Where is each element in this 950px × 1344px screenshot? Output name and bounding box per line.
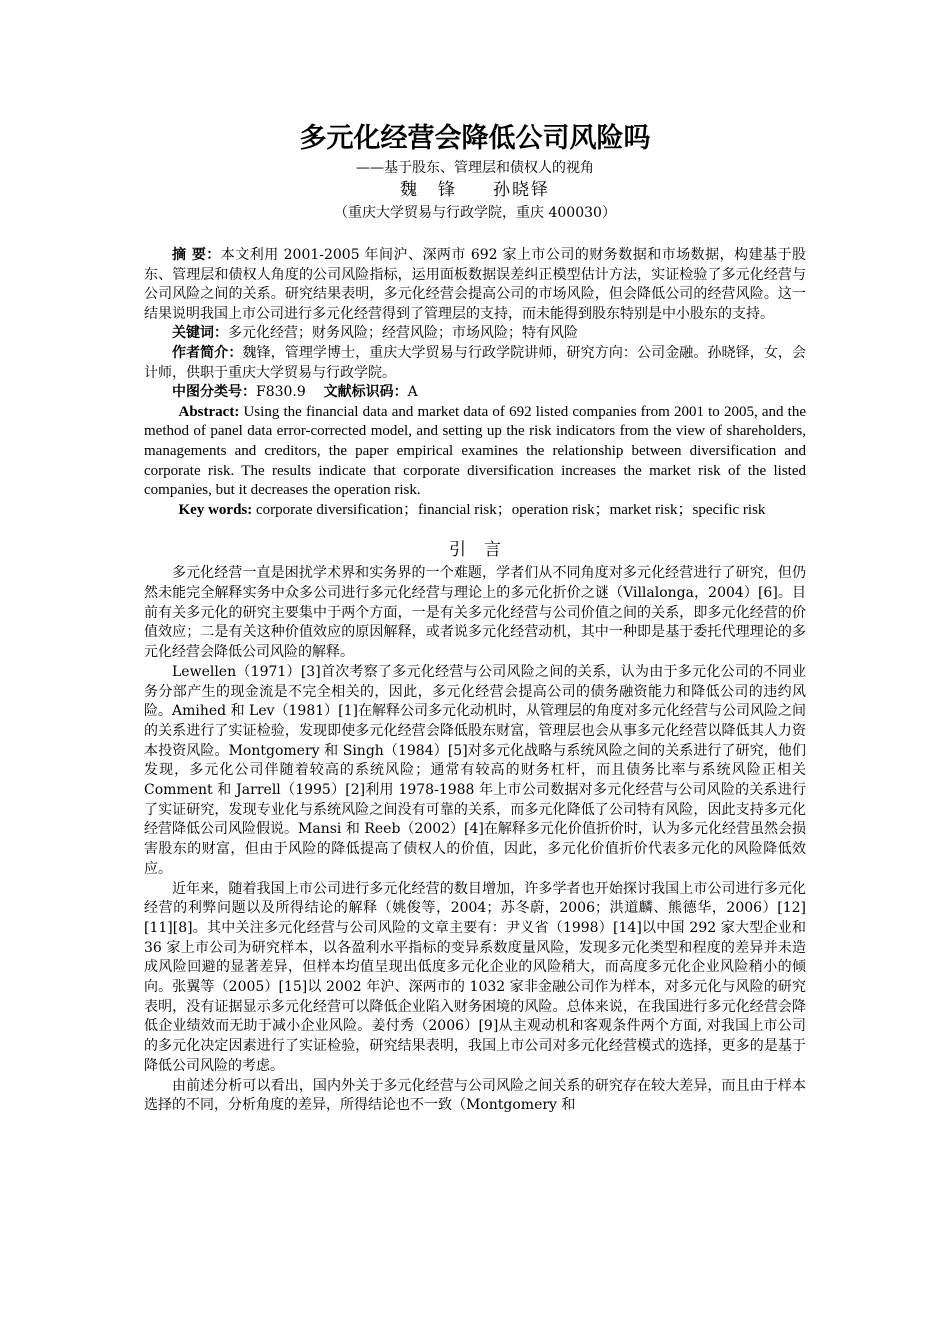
- author-line: [144, 178, 806, 202]
- doc-code-label: 文献标识码：: [323, 384, 408, 401]
- author-intro-label: 作者简介：: [172, 344, 243, 361]
- keywords-cn-text: 多元化经营；财务风险；经营风险；市场风险；特有风险: [228, 325, 578, 342]
- body-paragraph: 近年来，随着我国上市公司进行多元化经营的数目增加，许多学者也开始探讨我国上市公司进行多元化经营的利弊问题以及所得结论的解释（姚俊等，2004；苏冬蔚，2006；洪道麟、熊德华，2006）[12][11][8]。其中关注多元化经营与公司风险的文章主要有：尹义省（1998）[14]以中国 292 家大型企业和 36 家上市公司为研究样本，以各盈利水平指标的变异系数度量风险，发现多元化类型和程度的差异并未造成风险回避的显著差异，但样本均值呈现出低度多元化企业的风险稍大，而高度多元化企业风险稍小的倾向。张翼等（2005）[15]以 2002 年沪、深两市的 1032 家非金融公司作为样本，对多元化与风险的研究表明，没有证据显示多元化经营可以降低企业陷入财务困境的风险。总体来说，在我国进行多元化经营会降低企业绩效而无助于减小企业风险。姜付秀（2006）[9]从主观动机和客观条件两个方面, 对我国上市公司的多元化决定因素进行了实证检验，研究结果表明，我国上市公司对多元化经营模式的选择，更多的是基于降低公司风险的考虑。: [144, 880, 806, 1074]
- author-name: 魏 锋: [400, 180, 457, 200]
- author-name: 孙晓铎: [493, 180, 550, 200]
- keywords-cn: [144, 324, 806, 344]
- paper-subtitle: ——基于股东、管理层和债权人的视角: [356, 160, 594, 176]
- clc-label: 中图分类号：: [172, 384, 256, 401]
- keywords-cn-label: 关键词：: [172, 325, 228, 342]
- body-paragraph: 多元化经营一直是困扰学术界和实务界的一个难题，学者们从不同角度对多元化经营进行了研究，但仍然未能完全解释实务中众多公司进行多元化经营与理论上的多元化折价之谜（Villalonga，2004）[6]。目前有关多元化的研究主要集中于两个方面，一是有关多元化经营与公司价值之间的关系，即多元化经营的价值效应；二是有关这种价值效应的原因解释，或者说多元化经营动机，其中一种即是基于委托代理理论的多元化经营会降低公司风险的解释。: [144, 565, 806, 661]
- clc-value: F830.9: [256, 384, 306, 401]
- classification: [144, 383, 806, 403]
- body-text: [144, 564, 806, 1116]
- paper-page: [144, 120, 806, 1116]
- abstract-cn-text: 本文利用 2001-2005 年间沪、深两市 692 家上市公司的财务数据和市场数据，构建基于股东、管理层和债权人角度的公司风险指标，运用面板数据误差纠正模型估计方法，实证检验了多元化经营与公司风险之间的关系。研究结果表明，多元化经营会提高公司的市场风险，但会降低公司的经营风险。这一结果说明我国上市公司进行多元化经营得到了管理层的支持，而未能得到股东特别是中小股东的支持。: [144, 247, 807, 322]
- abstract-en-label: Abstract:: [178, 403, 240, 420]
- paper-title: 多元化经营会降低公司风险吗: [299, 123, 651, 154]
- section-heading-intro: 引言: [449, 540, 519, 561]
- author-intro-text: 魏锋，管理学博士，重庆大学贸易与行政学院讲师，研究方向：公司金融。孙晓铎，女，会计师，供职于重庆大学贸易与行政学院。: [144, 344, 807, 381]
- abstract-cn-label: 摘 要：: [172, 247, 221, 263]
- body-paragraph: 由前述分析可以看出，国内外关于多元化经营与公司风险之间关系的研究存在较大差异，而且由于样本选择的不同，分析角度的差异，所得结论也不一致（Montgomery 和: [144, 1077, 806, 1114]
- affiliation: （重庆大学贸易与行政学院，重庆 400030）: [334, 205, 616, 221]
- keywords-en-text: corporate diversification；financial risk；operation risk；market risk；specific risk: [252, 501, 766, 518]
- author-intro: [144, 344, 806, 383]
- abstract-cn: [144, 246, 806, 324]
- abstract-en: [144, 403, 806, 501]
- keywords-en: [144, 501, 806, 521]
- keywords-en-label: Key words:: [178, 501, 253, 518]
- doc-code-value: A: [407, 384, 418, 401]
- abstract-en-text: Using the financial data and market data of 692 listed companies from 2001 to 2005, and the method of panel data error-corrected model, and setting up the risk indicators from the view of shareholders, managements and creditors, the paper empirical examines the relationship between diversification and corporate risk. The results indicate that corporate diversification increases the market risk of the listed companies, but it decreases the operation risk.: [144, 403, 806, 499]
- body-paragraph: Lewellen（1971）[3]首次考察了多元化经营与公司风险之间的关系，认为由于多元化公司的不同业务分部产生的现金流是不完全相关的，因此，多元化经营会提高公司的债务融资能力和降低公司的违约风险。Amihed 和 Lev（1981）[1]在解释公司多元化动机时，从管理层的角度对多元化经营与公司风险之间的关系进行了实证检验，发现即使多元化经营会降低股东财富，管理层也会从事多元化经营以降低其人力资本投资风险。Montgomery 和 Singh（1984）[5]对多元化战略与系统风险之间的关系进行了研究，他们发现，多元化公司伴随着较高的系统风险；通常有较高的财务杠杆，而且债务比率与系统风险正相关 Comment 和 Jarrell（1995）[2]利用 1978-1988 年上市公司数据对多元化经营与公司风险的关系进行了实证研究，发现专业化与系统风险之间没有可靠的关系，而多元化降低了公司特有风险，因此支持多元化经营降低公司风险假说。Mansi 和 Reeb（2002）[4]在解释多元化价值折价时，认为多元化经营虽然会损害股东的财富，但由于风险的降低提高了债权人的价值，因此，多元化价值折价代表多元化的风险降低效应。: [144, 663, 806, 877]
